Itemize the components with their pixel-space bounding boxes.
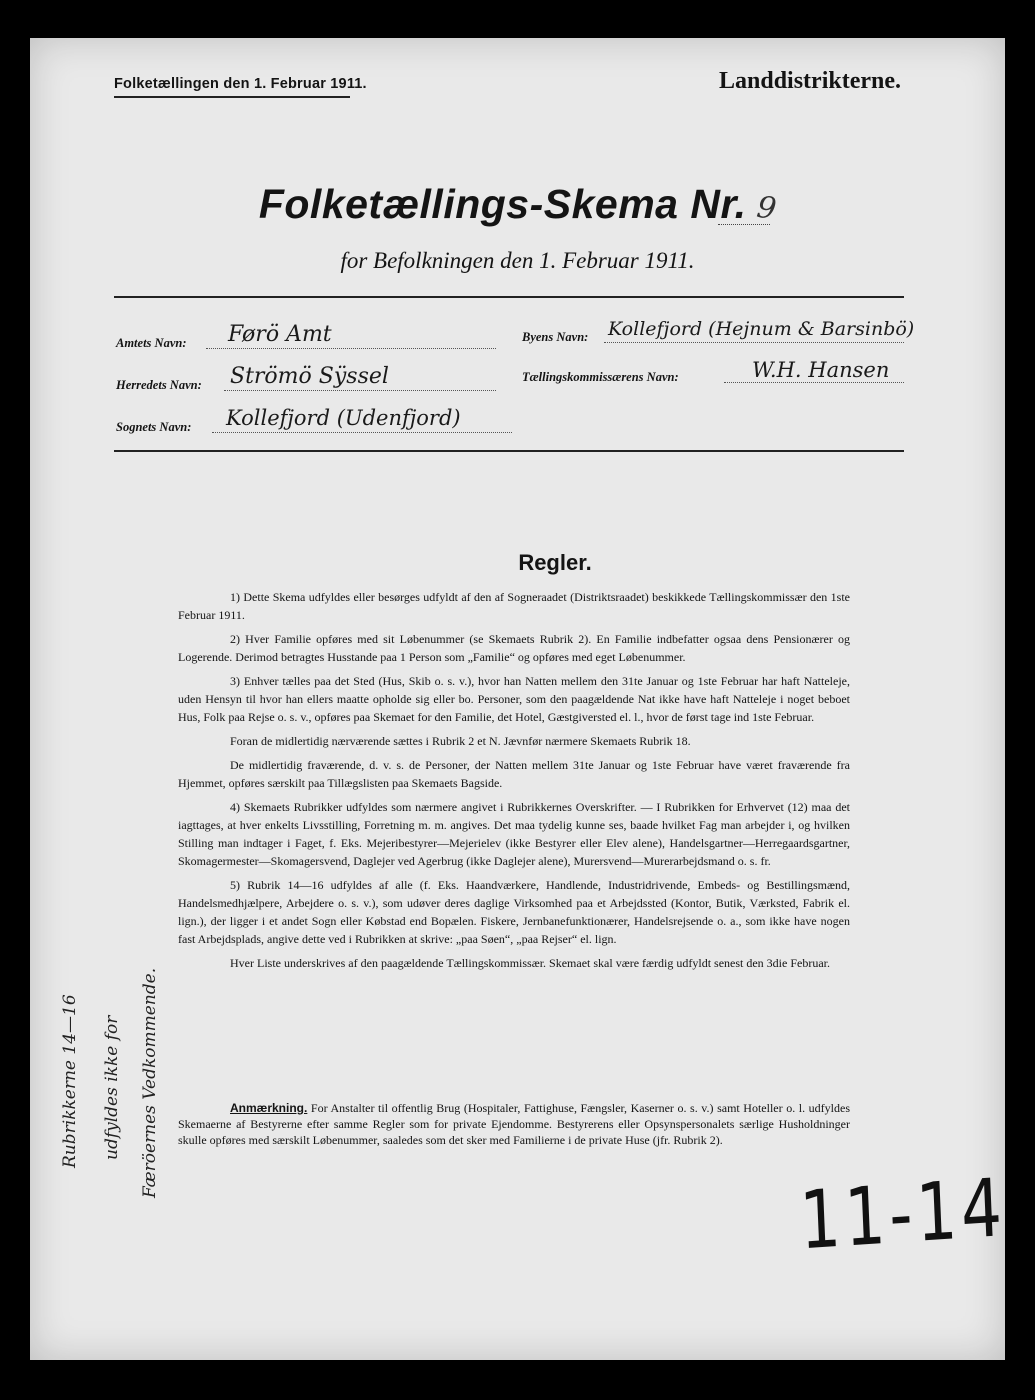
- by-value: Kollefjord (Hejnum & Barsinbö): [608, 318, 915, 340]
- rule-3-midlertidig-nærværende: Foran de midlertidig nærværende sættes i Rubrik 2 et N. Jævnfør nærmere Skemaets Rubrik 18.: [230, 734, 691, 748]
- remark-paragraph: [178, 1100, 850, 1148]
- sogn-value: Kollefjord (Udenfjord): [226, 406, 461, 430]
- top-divider: [114, 296, 904, 298]
- margin-note-line-2: udfyldes ikke for: [102, 1015, 122, 1160]
- margin-note-line-1: Rubrikkerne 14—16: [60, 994, 80, 1168]
- by-label: Byens Navn:: [522, 330, 589, 344]
- form-number-dotline: [718, 224, 770, 225]
- header-district-type: Landdistrikterne.: [718, 68, 901, 94]
- sogn-dotline: [212, 432, 512, 433]
- header-census-date: Folketællingen den 1. Februar 1911.: [114, 76, 367, 92]
- herred-dotline: [224, 390, 496, 391]
- page-range-handwritten: 11-14: [798, 1162, 1008, 1269]
- rules-body: [178, 588, 850, 978]
- census-form-sheet: [30, 38, 1008, 1360]
- form-title-text: Folketællings-Skema Nr.: [258, 181, 747, 227]
- by-dotline: [604, 342, 904, 343]
- rule-5-signature: Hver Liste underskrives af den paagældende Tællingskommissær. Skemaet skal være færdig udfyldt senest den 3die Februar.: [230, 956, 830, 970]
- remark-text: For Anstalter til offentlig Brug (Hospitaler, Fattighuse, Fængsler, Kaserner o. s. v.) samt Hoteller o. l. udfyldes Skemaerne af Bestyrerne efter samme Regler som for private Ejendomme. Bestyrerens eller Opsynspersonalets særlige Husholdninger skulle opføres med særskilt Løbenummer, saaledes som det sker med Familierne i de private Huse (jfr. Rubrik 2).: [178, 1101, 850, 1147]
- rules-heading: Regler.: [518, 550, 592, 575]
- sogn-label: Sognets Navn:: [116, 420, 192, 434]
- rule-2: 2) Hver Familie opføres med sit Løbenummer (se Skemaets Rubrik 2). En Familie indbefatter ogsaa dens Pensionærer og Logerende. Derimod betragtes Husstande paa 1 Person som „Familie“ og opføres med eget Løbenummer.: [178, 632, 850, 664]
- herred-label: Herredets Navn:: [116, 378, 202, 392]
- remark-lead: Anmærkning.: [230, 1101, 308, 1115]
- kommissaer-label: Tællingskommissærens Navn:: [522, 370, 679, 384]
- form-title: [30, 181, 1005, 228]
- header-underline: [114, 96, 350, 98]
- kommissaer-signature: W.H. Hansen: [752, 358, 890, 382]
- kommissaer-dotline: [724, 382, 904, 383]
- amt-dotline: [206, 348, 496, 349]
- herred-value: Strömö Sÿssel: [230, 364, 389, 389]
- form-number-handwritten: 9: [754, 189, 779, 228]
- fields-divider: [114, 450, 904, 452]
- amt-label: Amtets Navn:: [116, 336, 187, 350]
- rule-4: 4) Skemaets Rubrikker udfyldes som nærmere angivet i Rubrikkernes Overskrifter. — I Rubrikken for Erhvervet (12) maa det iagttages, at hver enkelts Livsstilling, Forretning m. m. angives. Det maa tydelig kunne ses, baade hvilket Fag man arbejder i, og hvilken Stilling man indtager i Faget, f. Eks. Mejeribestyrer—Mejerielev (ikke Bestyrer eller Elev alene), Handelsgartner—Herregaardsgartner, Skomagermester—Skomagersvend, Daglejer ved Agerbrug (ikke Daglejer alene), Murersvend—Murerarbejdsmand o. s. fr.: [178, 800, 850, 868]
- amt-value: Førö Amt: [228, 322, 332, 347]
- form-subtitle: for Befolkningen den 1. Februar 1911.: [340, 248, 695, 273]
- rule-5: 5) Rubrik 14—16 udfyldes af alle (f. Eks. Haandværkere, Handlende, Industridrivende, Embeds- og Bestillingsmænd, Handelsmedhjælpere, Arbejdere o. s. v.), som udøver deres daglige Virksomhed paa et Arbejdssted (Kontor, Butik, Værksted, Fabrik el. lign.), der ligger i et andet Sogn eller Købstad end Bopælen. Fiskere, Jernbanefunktionærer, Handelsrejsende o. a., som ikke have nogen fast Arbejdsplads, angive dette ved i Rubrikken at skrive: „paa Søen“, „paa Rejser“ el. lign.: [178, 878, 850, 946]
- rule-1: 1) Dette Skema udfyldes eller besørges udfyldt af den af Sogneraadet (Distriktsraadet) beskikkede Tællingskommissær den 1ste Februar 1911.: [178, 590, 850, 622]
- rule-3-midlertidig-fraværende: De midlertidig fraværende, d. v. s. de Personer, der Natten mellem 31te Januar og 1ste Februar have været fraværende fra Hjemmet, opføres særskilt paa Tillægslisten paa Skemaets Bagside.: [178, 758, 850, 790]
- margin-note-line-3: Færöernes Vedkommende.: [140, 967, 160, 1198]
- rule-3: 3) Enhver tælles paa det Sted (Hus, Skib o. s. v.), hvor han Natten mellem den 31te Januar og 1ste Februar har haft Natteleje, uden Hensyn til hvor han ellers maatte opholde sig eller bo. Personer, som den paagældende Nat ikke have haft Natteleje i noget beboet Hus, Folk paa Rejse o. s. v., opføres paa Skemaet for den Familie, det Hotel, Gæstgiversted el. l., hvor de først tage ind 1ste Februar.: [178, 674, 850, 724]
